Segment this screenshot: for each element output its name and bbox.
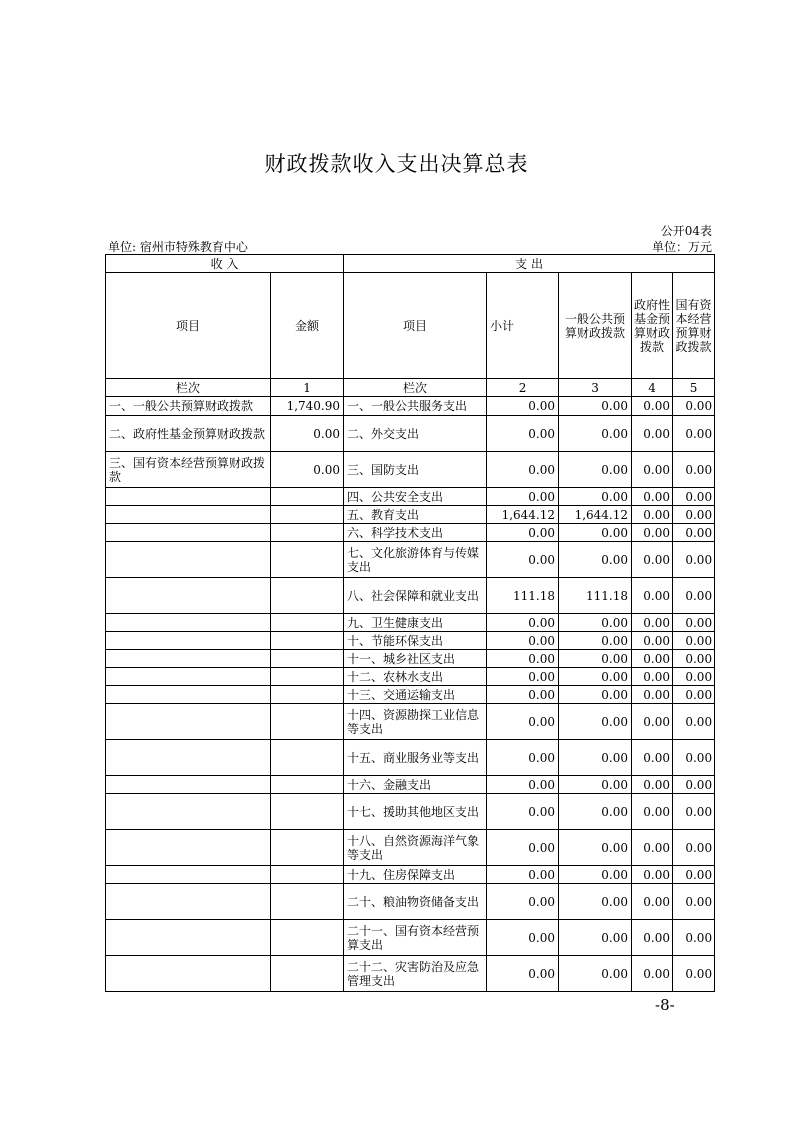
state-capital-cell: 0.00 [673,776,715,794]
column-index: 2 [487,379,559,397]
table-row [106,704,715,740]
column-index-label: 栏次 [344,379,487,397]
expense-item-cell: 八、社会保障和就业支出 [344,578,487,614]
state-capital-cell: 0.00 [673,488,715,506]
income-item-cell [106,632,271,650]
gov-fund-cell: 0.00 [632,452,673,488]
subtotal-cell: 0.00 [487,416,559,452]
income-header: 收 入 [106,255,344,273]
table-row [106,452,715,488]
table-row [106,506,715,524]
general-budget-cell: 0.00 [559,776,632,794]
general-budget-cell: 0.00 [559,794,632,830]
table-row [106,614,715,632]
expense-item-cell: 十一、城乡社区支出 [344,650,487,668]
gov-fund-cell: 0.00 [632,578,673,614]
gov-fund-cell: 0.00 [632,488,673,506]
income-item-cell [106,668,271,686]
column-index: 3 [559,379,632,397]
table-row [106,397,715,416]
income-item-cell [106,650,271,668]
general-budget-cell: 0.00 [559,830,632,866]
table-row [106,686,715,704]
table-row [106,542,715,578]
income-item-cell [106,524,271,542]
expense-item-cell: 十三、交通运输支出 [344,686,487,704]
unit-currency: 单位：万元 [651,240,712,254]
expense-item-cell: 十八、自然资源海洋气象等支出 [344,830,487,866]
income-item-cell: 一、一般公共预算财政拨款 [106,397,271,416]
general-budget-cell: 111.18 [559,578,632,614]
gov-fund-cell: 0.00 [632,397,673,416]
income-item-cell [106,542,271,578]
income-amount-cell [271,668,344,686]
income-amount-cell: 0.00 [271,416,344,452]
state-capital-cell: 0.00 [673,884,715,920]
general-budget-cell: 0.00 [559,866,632,884]
subtotal-cell: 0.00 [487,668,559,686]
subtotal-cell: 0.00 [487,452,559,488]
state-capital-cell: 0.00 [673,830,715,866]
general-budget-cell: 0.00 [559,884,632,920]
expense-item-cell: 三、国防支出 [344,452,487,488]
income-item-cell [106,614,271,632]
column-index-label: 栏次 [106,379,271,397]
income-item-cell [106,956,271,992]
table-row [106,488,715,506]
subtotal-cell: 0.00 [487,956,559,992]
budget-table [105,254,715,992]
gov-fund-cell: 0.00 [632,776,673,794]
table-row [106,650,715,668]
subtotal-cell: 0.00 [487,632,559,650]
gov-fund-cell: 0.00 [632,920,673,956]
table-row [106,524,715,542]
income-amount-cell: 0.00 [271,452,344,488]
income-item-cell [106,578,271,614]
state-capital-cell: 0.00 [673,794,715,830]
general-budget-cell: 1,644.12 [559,506,632,524]
subtotal-cell: 0.00 [487,740,559,776]
gov-fund-cell: 0.00 [632,614,673,632]
state-capital-cell: 0.00 [673,524,715,542]
income-amount-cell [271,740,344,776]
subtotal-cell: 0.00 [487,830,559,866]
income-amount-cell: 1,740.90 [271,397,344,416]
income-amount-cell [271,632,344,650]
income-item-cell [106,830,271,866]
gov-fund-cell: 0.00 [632,632,673,650]
expense-header: 支 出 [344,255,715,273]
general-budget-cell: 0.00 [559,650,632,668]
table-code: 公开04表 [660,224,712,238]
expense-item-cell: 十六、金融支出 [344,776,487,794]
income-item-cell [106,920,271,956]
table-row [106,866,715,884]
column-index: 1 [271,379,344,397]
subtotal-cell: 111.18 [487,578,559,614]
general-budget-cell: 0.00 [559,920,632,956]
income-amount-cell [271,524,344,542]
gov-fund-cell: 0.00 [632,542,673,578]
gov-fund-cell: 0.00 [632,524,673,542]
state-capital-cell: 0.00 [673,668,715,686]
expense-item-cell: 六、科学技术支出 [344,524,487,542]
gov-fund-cell: 0.00 [632,956,673,992]
general-budget-cell: 0.00 [559,686,632,704]
income-item-cell [106,488,271,506]
gov-fund-header: 政府性基金预算财政拨款 [632,273,673,379]
income-item-cell [106,740,271,776]
gov-fund-cell: 0.00 [632,650,673,668]
state-capital-cell: 0.00 [673,704,715,740]
state-capital-header: 国有资本经营预算财政拨款 [673,273,715,379]
expense-item-cell: 七、文化旅游体育与传媒支出 [344,542,487,578]
expense-item-cell: 十四、资源勘探工业信息等支出 [344,704,487,740]
income-item-cell [106,866,271,884]
income-amount-cell [271,506,344,524]
income-item-header: 项目 [106,273,271,379]
subtotal-header: 小计 [487,273,559,379]
table-row [106,776,715,794]
state-capital-cell: 0.00 [673,866,715,884]
state-capital-cell: 0.00 [673,632,715,650]
income-amount-cell [271,488,344,506]
subtotal-cell: 0.00 [487,650,559,668]
page-number: -8- [655,996,675,1014]
state-capital-cell: 0.00 [673,650,715,668]
expense-item-cell: 二十一、国有资本经营预算支出 [344,920,487,956]
subtotal-cell: 0.00 [487,397,559,416]
income-item-cell [106,506,271,524]
income-amount-cell [271,956,344,992]
table-row [106,920,715,956]
table-row [106,416,715,452]
income-item-cell [106,704,271,740]
state-capital-cell: 0.00 [673,416,715,452]
state-capital-cell: 0.00 [673,397,715,416]
state-capital-cell: 0.00 [673,452,715,488]
general-budget-cell: 0.00 [559,416,632,452]
expense-item-cell: 十七、援助其他地区支出 [344,794,487,830]
income-amount-cell [271,704,344,740]
table-row [106,830,715,866]
table-row [106,956,715,992]
table-row [106,632,715,650]
income-amount-cell [271,884,344,920]
general-budget-cell: 0.00 [559,614,632,632]
expense-item-cell: 一、一般公共服务支出 [344,397,487,416]
income-amount-cell [271,650,344,668]
gov-fund-cell: 0.00 [632,506,673,524]
expense-item-header: 项目 [344,273,487,379]
state-capital-cell: 0.00 [673,542,715,578]
subtotal-cell: 0.00 [487,776,559,794]
general-budget-cell: 0.00 [559,488,632,506]
general-budget-cell: 0.00 [559,956,632,992]
subtotal-cell: 0.00 [487,686,559,704]
income-item-cell [106,794,271,830]
general-budget-cell: 0.00 [559,668,632,686]
subtotal-cell: 0.00 [487,794,559,830]
subtotal-cell: 0.00 [487,884,559,920]
income-amount-cell [271,542,344,578]
expense-item-cell: 二十、粮油物资储备支出 [344,884,487,920]
income-amount-cell [271,614,344,632]
expense-item-cell: 十九、住房保障支出 [344,866,487,884]
expense-item-cell: 二十二、灾害防治及应急管理支出 [344,956,487,992]
expense-item-cell: 十五、商业服务业等支出 [344,740,487,776]
table-row [106,794,715,830]
gov-fund-cell: 0.00 [632,416,673,452]
table-row [106,740,715,776]
subtotal-cell: 0.00 [487,488,559,506]
expense-item-cell: 二、外交支出 [344,416,487,452]
unit-organization: 单位: 宿州市特殊教育中心 [108,240,248,254]
income-amount-cell [271,776,344,794]
expense-item-cell: 四、公共安全支出 [344,488,487,506]
general-budget-cell: 0.00 [559,542,632,578]
subtotal-cell: 0.00 [487,704,559,740]
income-item-cell: 三、国有资本经营预算财政拨款 [106,452,271,488]
income-amount-cell [271,866,344,884]
expense-item-cell: 九、卫生健康支出 [344,614,487,632]
general-budget-cell: 0.00 [559,704,632,740]
subtotal-cell: 0.00 [487,542,559,578]
income-amount-header: 金额 [271,273,344,379]
table-row [106,578,715,614]
gov-fund-cell: 0.00 [632,686,673,704]
expense-item-cell: 十二、农林水支出 [344,668,487,686]
gov-fund-cell: 0.00 [632,884,673,920]
income-amount-cell [271,830,344,866]
income-item-cell [106,776,271,794]
column-index: 4 [632,379,673,397]
subtotal-cell: 0.00 [487,866,559,884]
gov-fund-cell: 0.00 [632,866,673,884]
gov-fund-cell: 0.00 [632,704,673,740]
table-row [106,668,715,686]
general-budget-header: 一般公共预算财政拨款 [559,273,632,379]
gov-fund-cell: 0.00 [632,830,673,866]
general-budget-cell: 0.00 [559,524,632,542]
income-amount-cell [271,794,344,830]
state-capital-cell: 0.00 [673,740,715,776]
income-amount-cell [271,686,344,704]
general-budget-cell: 0.00 [559,452,632,488]
column-index: 5 [673,379,715,397]
state-capital-cell: 0.00 [673,956,715,992]
income-item-cell [106,884,271,920]
income-item-cell [106,686,271,704]
state-capital-cell: 0.00 [673,686,715,704]
gov-fund-cell: 0.00 [632,794,673,830]
subtotal-cell: 0.00 [487,524,559,542]
state-capital-cell: 0.00 [673,578,715,614]
state-capital-cell: 0.00 [673,920,715,956]
state-capital-cell: 0.00 [673,614,715,632]
income-amount-cell [271,920,344,956]
general-budget-cell: 0.00 [559,632,632,650]
subtotal-cell: 1,644.12 [487,506,559,524]
general-budget-cell: 0.00 [559,397,632,416]
subtotal-cell: 0.00 [487,614,559,632]
table-row [106,884,715,920]
gov-fund-cell: 0.00 [632,668,673,686]
subtotal-cell: 0.00 [487,920,559,956]
expense-item-cell: 十、节能环保支出 [344,632,487,650]
gov-fund-cell: 0.00 [632,740,673,776]
general-budget-cell: 0.00 [559,740,632,776]
expense-item-cell: 五、教育支出 [344,506,487,524]
income-amount-cell [271,578,344,614]
state-capital-cell: 0.00 [673,506,715,524]
income-item-cell: 二、政府性基金预算财政拨款 [106,416,271,452]
page-title: 财政拨款收入支出决算总表 [264,152,529,176]
